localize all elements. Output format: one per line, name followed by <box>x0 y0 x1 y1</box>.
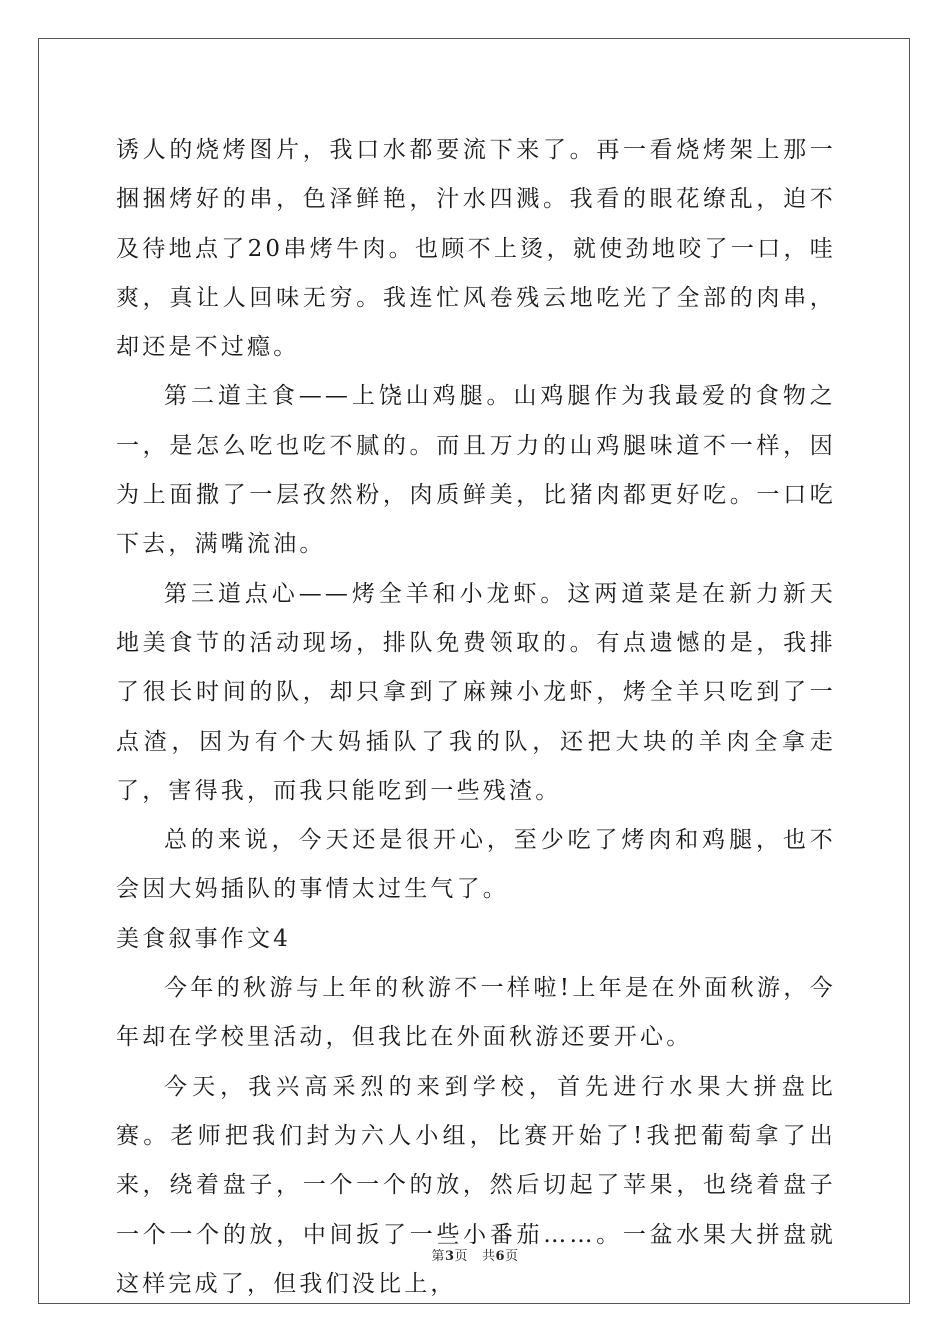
paragraph-5: 今年的秋游与上年的秋游不一样啦!上年是在外面秋游，今年却在学校里活动，但我比在外面秋游还要开心。 <box>116 975 836 1051</box>
paragraph-6: 今天，我兴高采烈的来到学校，首先进行水果大拼盘比赛。老师把我们封为六人小组，比赛开始了!我把葡萄拿了出来，绕着盘子，一个一个的放，然后切起了苹果，也绕着盘子一个一个的放，中间扳了一些小番茄……。一盆水果大拼盘就这样完成了，但我们没比上， <box>116 1073 836 1297</box>
page-current: 3 <box>444 1249 455 1264</box>
page-total: 6 <box>495 1249 506 1264</box>
paragraph-3: 第三道点心——烤全羊和小龙虾。这两道菜是在新力新天地美食节的活动现场，排队免费领取的。有点遗憾的是，我排了很长时间的队，却只拿到了麻辣小龙虾，烤全羊只吃到了一点渣，因为有个大妈插队了我的队，还把大块的羊肉全拿走了，害得我，而我只能吃到一些残渣。 <box>116 580 836 804</box>
page-prefix: 第 <box>431 1249 445 1264</box>
document-body <box>116 126 836 1309</box>
section-heading: 美食叙事作文4 <box>116 925 292 952</box>
total-suffix: 页 <box>505 1249 519 1264</box>
page-suffix: 页 <box>454 1249 468 1264</box>
paragraph-1: 诱人的烧烤图片，我口水都要流下来了。再一看烧烤架上那一捆捆烤好的串，色泽鲜艳，汁水四溅。我看的眼花缭乱，迫不及待地点了20串烤牛肉。也顾不上烫，就使劲地咬了一口，哇爽，真让人回味无穷。我连忙风卷残云地吃光了全部的肉串，却还是不过瘾。 <box>116 137 836 361</box>
paragraph-2: 第二道主食——上饶山鸡腿。山鸡腿作为我最爱的食物之一，是怎么吃也吃不腻的。而且万力的山鸡腿味道不一样，因为上面撒了一层孜然粉，肉质鲜美，比猪肉都更好吃。一口吃下去，满嘴流油。 <box>116 383 836 558</box>
paragraph-4: 总的来说，今天还是很开心，至少吃了烤肉和鸡腿，也不会因大妈插队的事情太过生气了。 <box>116 827 836 903</box>
total-prefix: 共 <box>482 1249 496 1264</box>
page-footer <box>0 1245 950 1264</box>
